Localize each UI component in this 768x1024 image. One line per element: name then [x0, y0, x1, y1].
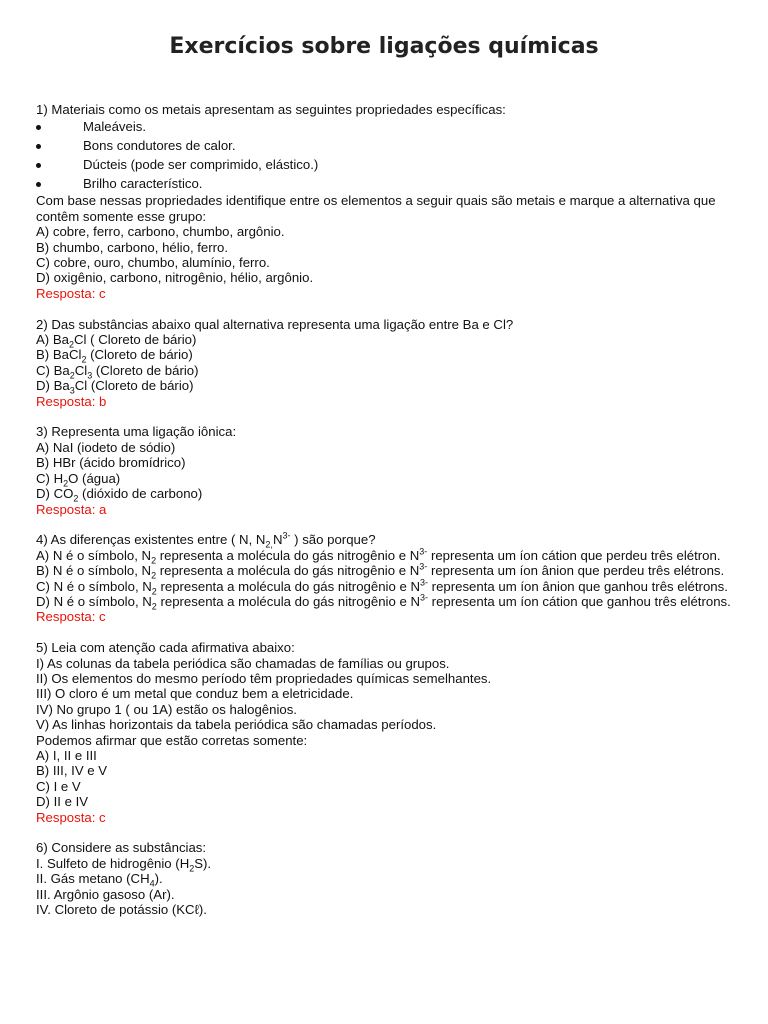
q2-option-c: C) $Ba_2Cl_3$ (Cloreto de bário) [36, 362, 199, 381]
q1-answer: Resposta: c [36, 285, 106, 301]
q5-item: II) Os elementos do mesmo período têm propriedades químicas semelhantes. [36, 670, 492, 686]
q4-option-d: D) N é o símbolo, $N_2$ representa a molécula do gás nitrogênio e $N^{3-}$ representa um íon cátion que ganhou três elétrons. [36, 592, 731, 612]
q6-item-iii: III. Argônio gasoso (Ar). [36, 886, 175, 902]
q5-item: IV) No grupo 1 ( ou 1A) estão os halogênios. [36, 701, 297, 717]
q4-answer: Resposta: c [36, 609, 106, 625]
q6-stem: 6) Considere as substâncias: [36, 840, 207, 856]
q4-option-a: A) N é o símbolo, $N_2$ representa a molécula do gás nitrogênio e $N^{3-}$ representa um íon cátion que perdeu três elétron. [36, 546, 721, 566]
q2-option-d: D) $Ba_3Cl$ (Cloreto de bário) [36, 378, 194, 396]
q3-option-c: C) $H_2O$ (água) [36, 470, 121, 489]
q1-option-c: C) cobre, ouro, chumbo, alumínio, ferro. [36, 255, 270, 271]
q3-stem: 3) Representa uma ligação iônica: [36, 424, 237, 440]
q5-option-c: C) I e V [36, 778, 81, 794]
q2-option-b: B) BaCl$_2$ (Cloreto de bário) [36, 347, 193, 366]
bullet-icon [36, 125, 41, 130]
q5-prompt: Podemos afirmar que estão corretas somente: [36, 732, 308, 748]
q6-item-i: I. Sulfeto de hidrogênio $(H_2S)$. [36, 855, 212, 874]
q2-option-a: A) $Ba_2Cl$ ( Cloreto de bário) [36, 332, 197, 350]
bullet-icon [36, 182, 41, 187]
list-item: Dúcteis (pode ser comprimido, elástico.) [36, 155, 746, 174]
bullet-icon [36, 163, 41, 168]
list-item: Brilho característico. [36, 174, 746, 193]
page-title: Exercícios sobre ligações químicas [169, 34, 599, 59]
q6-item-ii: II. Gás metano $(CH_4)$. [36, 871, 163, 889]
q5-item: III) O cloro é um metal que conduz bem a eletricidade. [36, 686, 354, 702]
q5-option-b: B) III, IV e V [36, 763, 108, 779]
q1-option-b: B) chumbo, carbono, hélio, ferro. [36, 239, 229, 255]
q6-item-iv: IV. Cloreto de potássio (KCℓ). [36, 902, 207, 918]
q3-option-a: A) NaI (iodeto de sódio) [36, 439, 176, 455]
q3-option-d: D) $CO_2$ (dióxido de carbono) [36, 486, 203, 504]
q5-item: I) As colunas da tabela periódica são chamadas de famílias ou grupos. [36, 655, 450, 671]
q3-answer: Resposta: a [36, 501, 107, 517]
q5-item: V) As linhas horizontais da tabela periódica são chamadas períodos. [36, 717, 437, 733]
q2-stem: 2) Das substâncias abaixo qual alternativa representa uma ligação entre Ba e Cl? [36, 316, 514, 332]
q5-answer: Resposta: c [36, 809, 106, 825]
q5-option-d: D) II e IV [36, 794, 89, 810]
q1-option-a: A) cobre, ferro, carbono, chumbo, argônio. [36, 224, 285, 240]
q1-prompt: Com base nessas propriedades identifique entre os elementos a seguir quais são metais e marque a alternativa que contêm somente esse grupo: [36, 193, 716, 224]
q3-option-b: B) HBr (ácido bromídrico) [36, 455, 186, 471]
q5-option-a: A) I, II e III [36, 747, 97, 763]
list-item: Bons condutores de calor. [36, 136, 746, 155]
document-body [36, 102, 746, 917]
q2-answer: Resposta: b [36, 393, 107, 409]
q4-option-c: C) N é o símbolo, $N_2$ representa a molécula do gás nitrogênio e $N^{3-}$ representa um íon ânion que ganhou três elétrons. [36, 577, 728, 597]
q5-stem: 5) Leia com atenção cada afirmativa abaixo: [36, 640, 295, 656]
list-item: Maleáveis. [36, 117, 746, 136]
q4-stem: 4) As diferenças existentes entre ( N, $N_{2,}N^{3-}$ ) são porque? [36, 530, 376, 550]
q4-option-b: B) N é o símbolo, $N_2$ representa a molécula do gás nitrogênio e $N^{3-}$ representa um íon ânion que perdeu três elétrons. [36, 561, 725, 581]
q1-option-d: D) oxigênio, carbono, nitrogênio, hélio, argônio. [36, 270, 314, 286]
q1-bullet-list [36, 117, 746, 193]
bullet-icon [36, 144, 41, 149]
q1-stem: 1) Materiais como os metais apresentam as seguintes propriedades específicas: [36, 102, 506, 117]
